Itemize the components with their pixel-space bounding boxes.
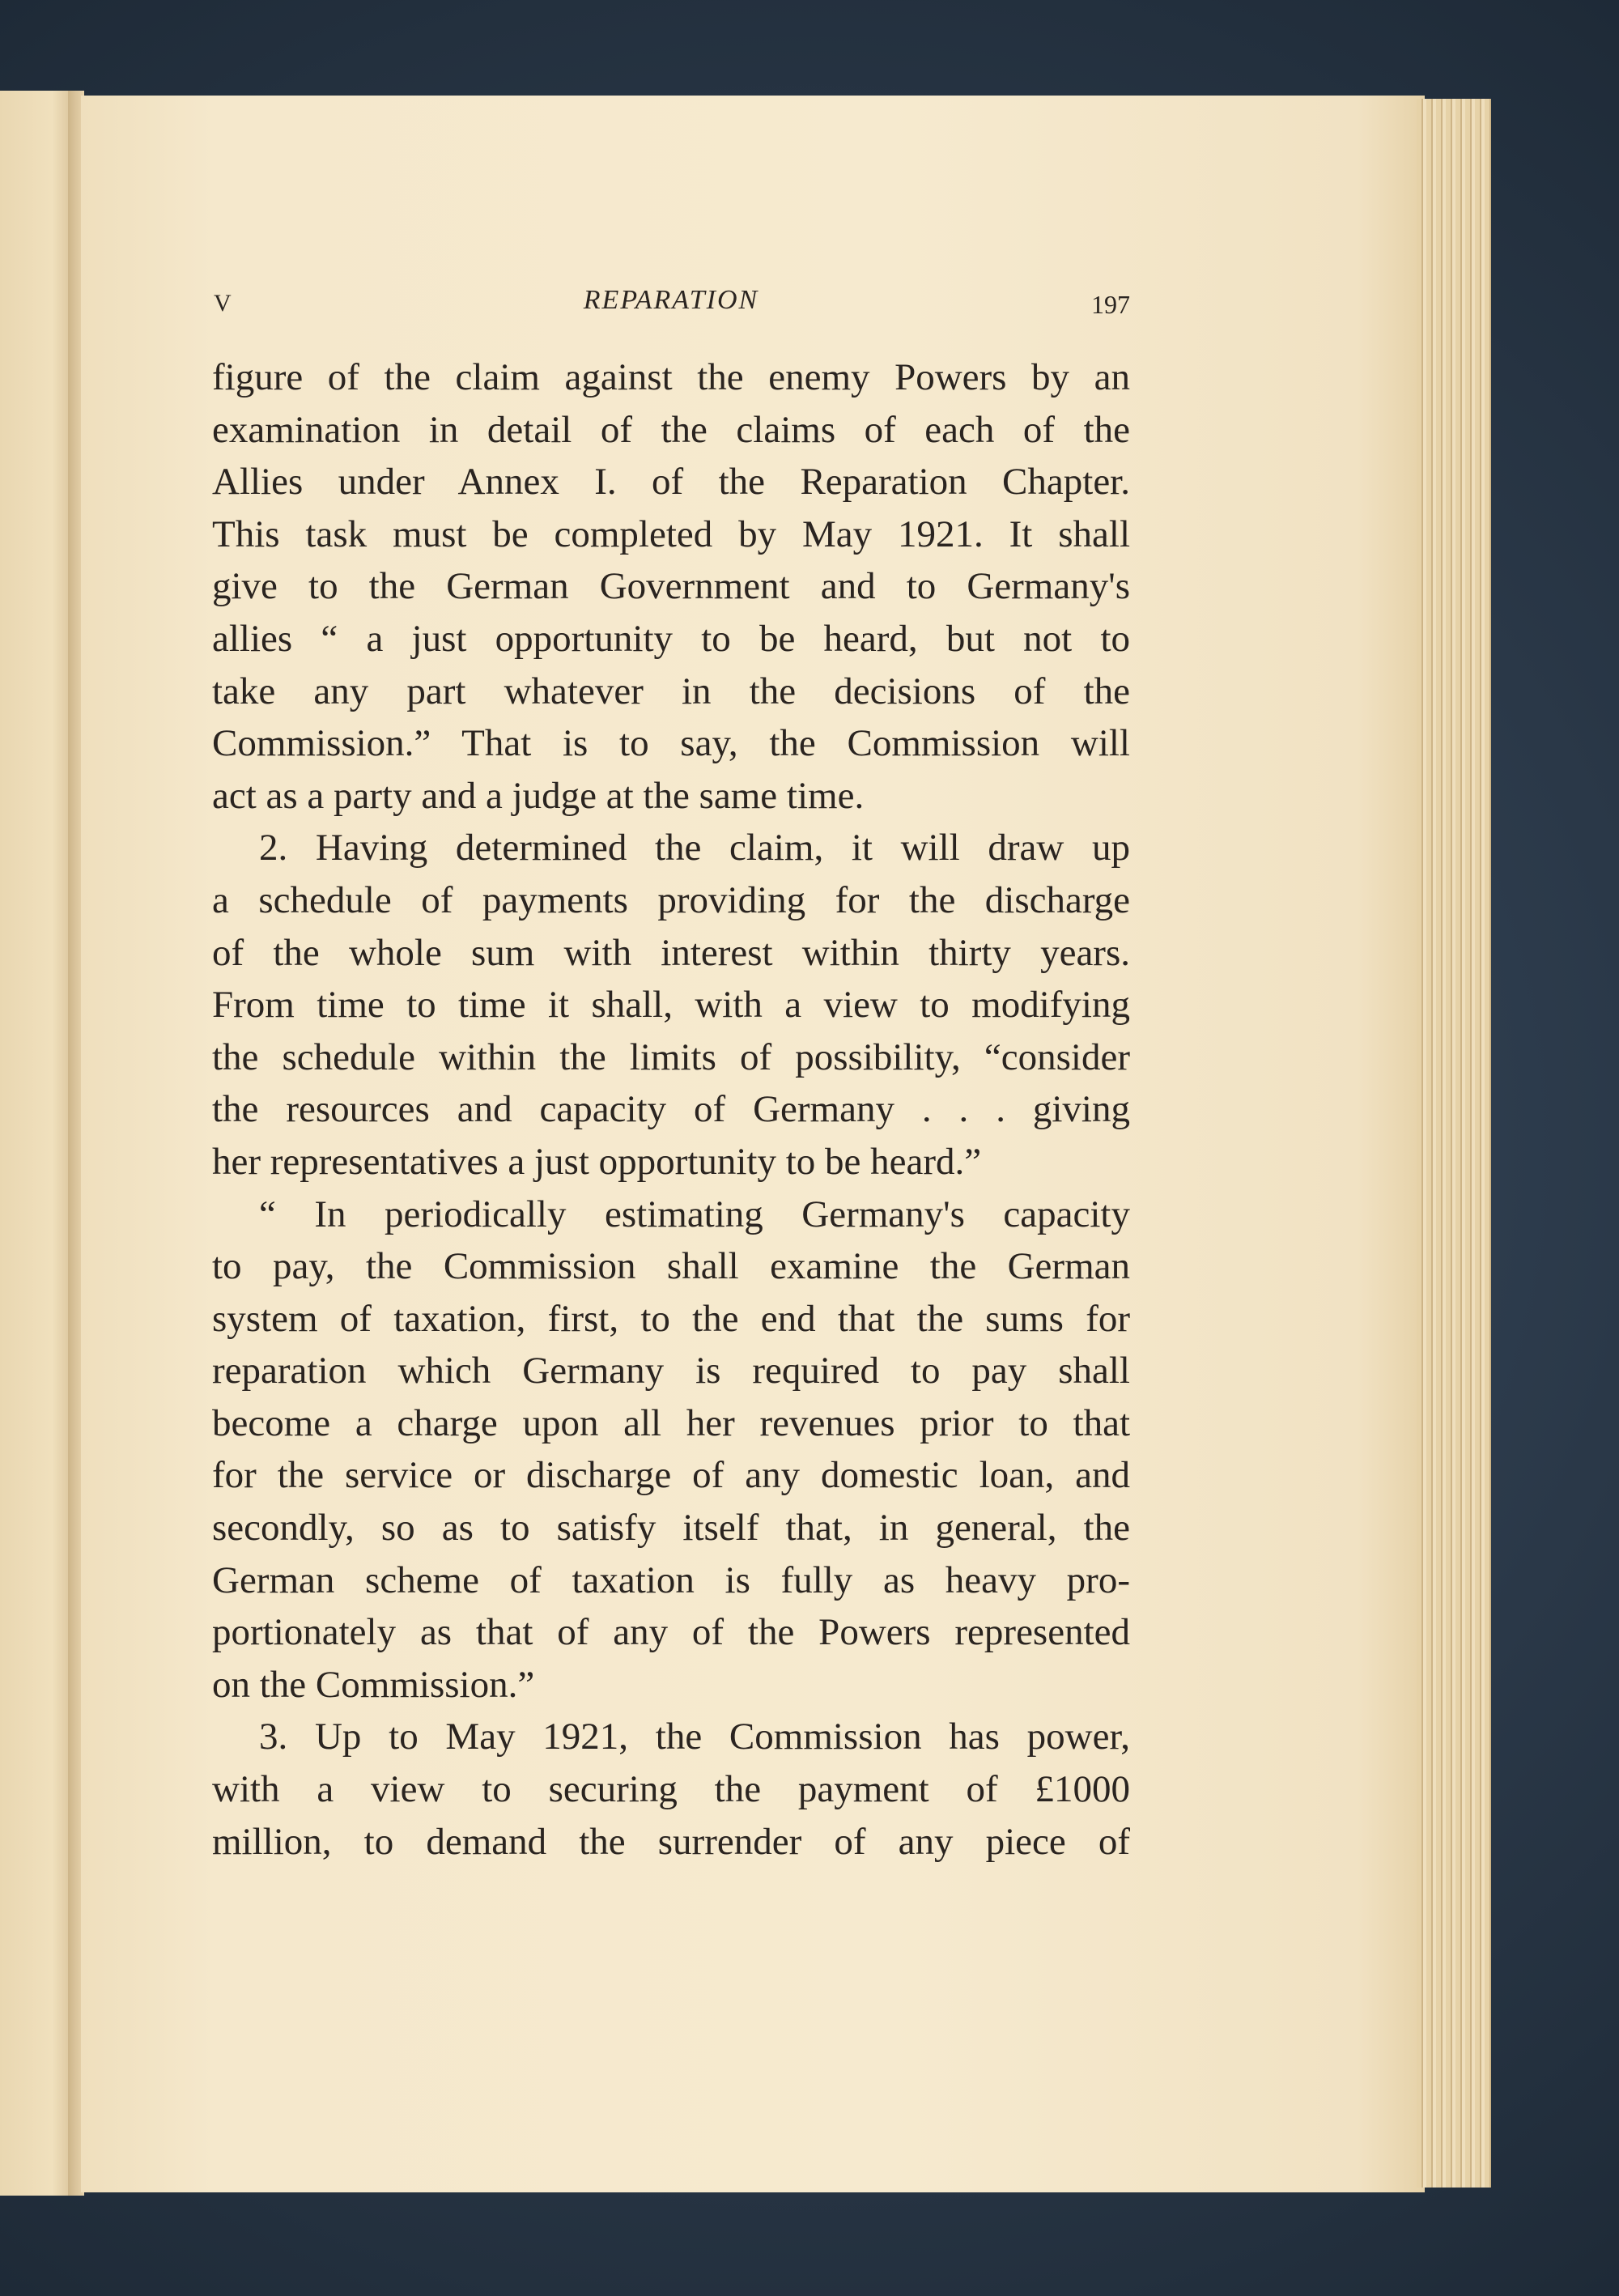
- page-number: 197: [1091, 290, 1130, 319]
- text-line: portionately as that of any of the Powers represented: [212, 1611, 1130, 1654]
- text-line: take any part whatever in the decisions of the: [212, 670, 1130, 712]
- text-line: reparation which Germany is required to pay shall: [212, 1350, 1130, 1392]
- text-line: “ In periodically estimating Germany's capacity: [259, 1193, 1130, 1235]
- page-body-text: [212, 351, 1130, 1868]
- page-edges: [1417, 99, 1491, 2188]
- text-line: the schedule within the limits of possibility, “consider: [212, 1035, 1130, 1078]
- text-line: with a view to securing the payment of £1000: [212, 1768, 1130, 1811]
- text-line: This task must be completed by May 1921. It shall: [212, 512, 1130, 555]
- text-line: From time to time it shall, with a view to modifying: [212, 984, 1130, 1027]
- text-line: to pay, the Commission shall examine the German: [212, 1245, 1130, 1288]
- text-line: Allies under Annex I. of the Reparation Chapter.: [212, 461, 1130, 504]
- text-line: examination in detail of the claims of each of the: [212, 408, 1130, 451]
- text-line: for the service or discharge of any domestic loan, and: [212, 1454, 1130, 1497]
- text-line: secondly, so as to satisfy itself that, in general, the: [212, 1507, 1130, 1550]
- text-line: her representatives a just opportunity to be heard.”: [212, 1140, 982, 1183]
- text-line: Commission.” That is to say, the Commission will: [212, 722, 1130, 765]
- text-line: the resources and capacity of Germany . . . giving: [212, 1088, 1130, 1131]
- running-header: [212, 285, 1130, 325]
- text-line: system of taxation, first, to the end that the sums for: [212, 1297, 1130, 1340]
- chapter-number: V: [214, 290, 232, 317]
- text-line: allies “ a just opportunity to be heard, but not to: [212, 617, 1130, 660]
- text-line: German scheme of taxation is fully as heavy pro-: [212, 1558, 1130, 1601]
- text-line: million, to demand the surrender of any piece of: [212, 1820, 1130, 1863]
- text-line: 3. Up to May 1921, the Commission has power,: [259, 1716, 1130, 1758]
- text-line: a schedule of payments providing for the discharge: [212, 878, 1130, 921]
- text-line: act as a party and a judge at the same time.: [212, 774, 865, 817]
- left-page-edge: [0, 91, 74, 2196]
- text-line: 2. Having determined the claim, it will draw up: [259, 827, 1130, 870]
- text-line: of the whole sum with interest within thirty years.: [212, 931, 1130, 974]
- text-line: on the Commission.”: [212, 1663, 535, 1706]
- running-title: REPARATION: [583, 285, 759, 315]
- text-line: give to the German Government and to Germany's: [212, 565, 1130, 608]
- text-line: figure of the claim against the enemy Powers by an: [212, 356, 1130, 398]
- text-line: become a charge upon all her revenues prior to that: [212, 1401, 1130, 1444]
